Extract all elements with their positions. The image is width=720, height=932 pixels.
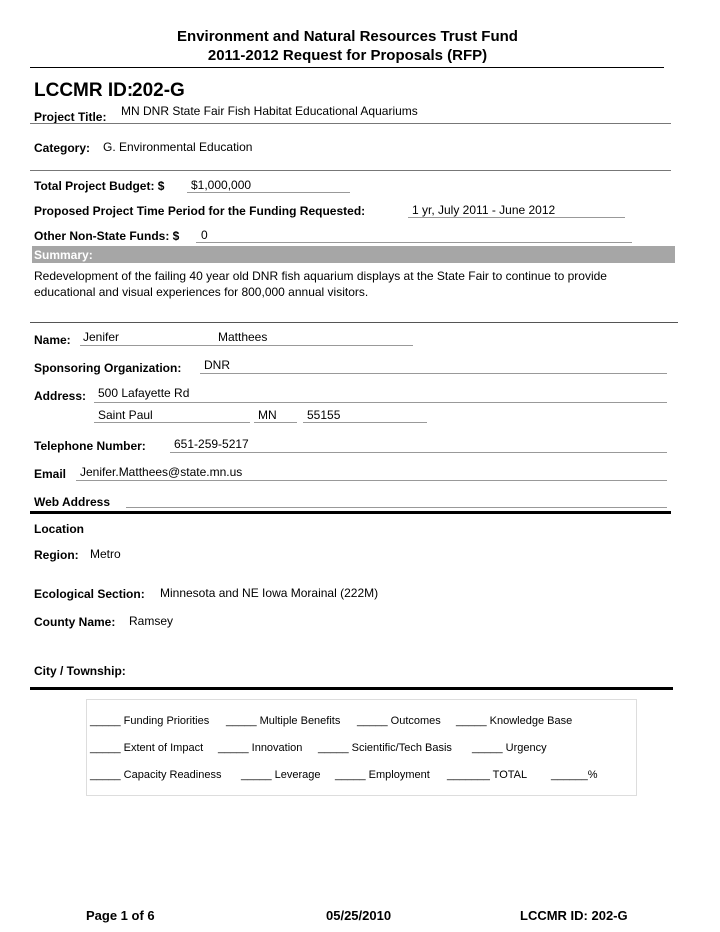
street-value: 500 Lafayette Rd bbox=[98, 386, 190, 400]
organization-value: DNR bbox=[204, 358, 230, 372]
state-underline bbox=[254, 422, 297, 423]
city-value: Saint Paul bbox=[98, 408, 153, 422]
zip-underline bbox=[303, 422, 427, 423]
period-value: 1 yr, July 2011 - June 2012 bbox=[412, 203, 556, 217]
summary-text-line2: educational and visual experiences for 800,000 annual visitors. bbox=[34, 285, 369, 299]
nonstate-funds-value: 0 bbox=[201, 228, 208, 242]
summary-label: Summary: bbox=[34, 248, 93, 262]
criteria-innovation: _____ Innovation bbox=[218, 742, 303, 754]
city-underline bbox=[94, 422, 250, 423]
header-divider bbox=[30, 67, 664, 68]
criteria-multiple-benefits: _____ Multiple Benefits bbox=[226, 715, 341, 727]
organization-label: Sponsoring Organization: bbox=[34, 361, 182, 375]
ecological-section-value: Minnesota and NE Iowa Morainal (222M) bbox=[160, 586, 379, 600]
criteria-capacity-readiness: _____ Capacity Readiness bbox=[90, 769, 222, 781]
criteria-urgency: _____ Urgency bbox=[472, 742, 547, 754]
criteria-extent-of-impact: _____ Extent of Impact bbox=[90, 742, 204, 754]
email-label: Email bbox=[34, 467, 67, 481]
telephone-underline bbox=[170, 452, 667, 453]
summary-text-line1: Redevelopment of the failing 40 year old DNR fish aquarium displays at the State Fair to continue to provide bbox=[34, 269, 607, 283]
category-value: G. Environmental Education bbox=[103, 140, 253, 154]
document-subtitle: 2011-2012 Request for Proposals (RFP) bbox=[207, 47, 488, 64]
project-title-label: Project Title: bbox=[34, 110, 107, 124]
telephone-label: Telephone Number: bbox=[34, 439, 146, 453]
state-value: MN bbox=[258, 408, 277, 422]
criteria-knowledge-base: _____ Knowledge Base bbox=[456, 715, 573, 727]
lccmr-id-value: 202-G bbox=[132, 80, 185, 101]
criteria-total: _______ TOTAL bbox=[447, 769, 528, 781]
criteria-funding-priorities: _____ Funding Priorities bbox=[90, 715, 210, 727]
budget-value: $1,000,000 bbox=[191, 178, 252, 192]
street-underline bbox=[94, 402, 667, 403]
budget-underline bbox=[187, 192, 350, 193]
criteria-employment: _____ Employment bbox=[335, 769, 430, 781]
budget-label: Total Project Budget: $ bbox=[34, 179, 165, 193]
email-underline bbox=[76, 480, 667, 481]
criteria-leverage: _____ Leverage bbox=[241, 769, 321, 781]
document-title: Environment and Natural Resources Trust Fund bbox=[177, 28, 518, 45]
organization-underline bbox=[200, 373, 667, 374]
section-divider-thick bbox=[30, 687, 673, 690]
nonstate-funds-underline bbox=[196, 242, 632, 243]
address-label: Address: bbox=[34, 389, 87, 403]
summary-bar bbox=[32, 246, 675, 263]
category-label: Category: bbox=[34, 141, 91, 155]
section-divider-thick bbox=[30, 511, 671, 514]
telephone-value: 651-259-5217 bbox=[174, 437, 249, 451]
period-label: Proposed Project Time Period for the Funding Requested: bbox=[34, 204, 366, 218]
county-label: County Name: bbox=[34, 615, 116, 629]
location-heading: Location bbox=[34, 522, 84, 536]
footer-date: 05/25/2010 bbox=[326, 908, 392, 923]
web-address-underline bbox=[126, 507, 667, 508]
section-divider bbox=[30, 170, 671, 171]
zip-value: 55155 bbox=[307, 408, 341, 422]
lccmr-id-label: LCCMR ID: bbox=[34, 80, 134, 101]
last-name-value: Matthees bbox=[218, 330, 268, 344]
ecological-section-label: Ecological Section: bbox=[34, 587, 145, 601]
email-value: Jenifer.Matthees@state.mn.us bbox=[80, 465, 243, 479]
city-township-label: City / Township: bbox=[34, 664, 126, 678]
criteria-outcomes: _____ Outcomes bbox=[357, 715, 441, 727]
section-divider bbox=[30, 123, 671, 124]
region-value: Metro bbox=[90, 547, 121, 561]
name-underline bbox=[80, 345, 413, 346]
criteria-percent: ______% bbox=[551, 769, 598, 781]
region-label: Region: bbox=[34, 548, 79, 562]
first-name-value: Jenifer bbox=[83, 330, 120, 344]
section-divider bbox=[30, 322, 678, 323]
criteria-scientific-tech-basis: _____ Scientific/Tech Basis bbox=[318, 742, 452, 754]
project-title-value: MN DNR State Fair Fish Habitat Educational Aquariums bbox=[121, 104, 418, 118]
footer-lccmr-id: LCCMR ID: 202-G bbox=[520, 908, 628, 923]
period-underline bbox=[408, 217, 625, 218]
footer-page-number: Page 1 of 6 bbox=[86, 908, 155, 923]
nonstate-funds-label: Other Non-State Funds: $ bbox=[34, 229, 180, 243]
county-value: Ramsey bbox=[129, 614, 174, 628]
name-label: Name: bbox=[34, 333, 71, 347]
web-address-label: Web Address bbox=[34, 495, 111, 509]
